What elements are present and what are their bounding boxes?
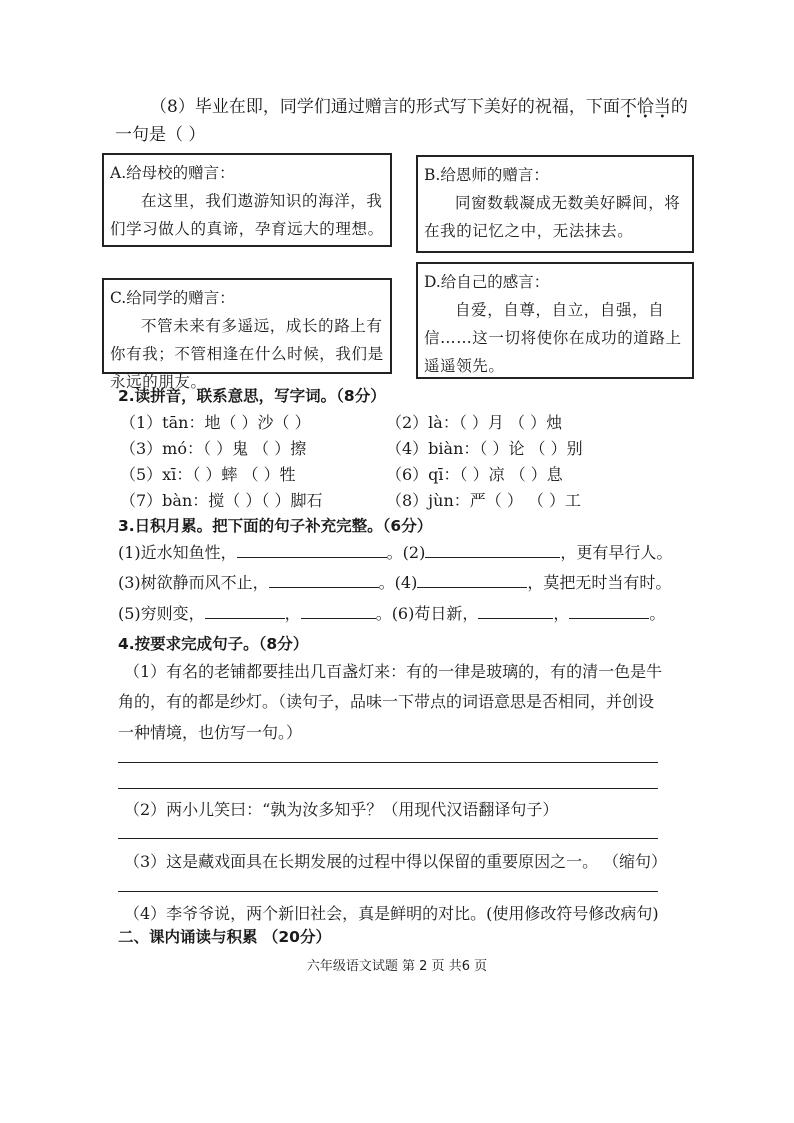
q4-4: （4）李爷爷说，两个新旧社会，真是鲜明的对比。(使用修改符号修改病句)	[124, 904, 659, 923]
answer-blank[interactable]	[478, 602, 553, 619]
q8-line2: 一句是（ ）	[115, 125, 206, 145]
option-b-head: B.给恩师的赠言：	[424, 166, 549, 184]
fill-row-3: (5)穷则变， ， 。(6)苟日新， ， 。	[118, 604, 666, 623]
answer-line[interactable]	[118, 838, 658, 839]
answer-blank[interactable]	[417, 571, 527, 588]
pinyin-row-3b: （6）qī：（ ）凉 （ ）息	[386, 465, 563, 484]
pinyin-row-1b: （2）là：（ ）月 （ ）烛	[386, 413, 563, 432]
option-d-body: 自爱，自尊，自立，自强，自信……这一切将使你在成功的道路上遥遥领先。	[424, 301, 682, 375]
option-box-d	[416, 262, 694, 379]
answer-blank[interactable]	[237, 541, 387, 558]
q4-1-line1: （1）有名的老铺都要挂出几百盏灯来：有的一律是玻璃的，有的清一色是牛	[124, 662, 663, 681]
pinyin-row-1a: （1）tān：地（ ）沙（ ）	[120, 413, 311, 432]
section-2-title: 2.读拼音，联系意思，写字词。（8分）	[118, 387, 386, 405]
answer-line[interactable]	[118, 891, 658, 892]
answer-line[interactable]	[118, 788, 658, 789]
section-3-title: 3.日积月累。把下面的句子补充完整。（6分）	[118, 517, 433, 535]
q8-line1: （8）毕业在即，同学们通过赠言的形式写下美好的祝福，下面不恰当的	[150, 97, 688, 117]
option-c-body: 不管未来有多遥远，成长的路上有你有我；不管相逢在什么时候，我们是永远的朋友。	[110, 317, 384, 391]
q4-1-line3: 一种情境，也仿写一句。）	[118, 723, 303, 742]
option-box-b	[416, 155, 694, 253]
q4-1-line2: 角的，有的都是纱灯。（读句子，品味一下带点的词语意思是否相同，并创设	[118, 692, 655, 711]
section-4-title: 4.按要求完成句子。（8分）	[118, 635, 309, 653]
option-d-head: D.给自己的感言：	[424, 273, 550, 291]
pinyin-row-4a: （7）bàn：搅（ ）（ ）脚石	[120, 491, 323, 510]
q4-2: （2）两小儿笑曰：“孰为汝多知乎？（用现代汉语翻译句子）	[124, 800, 559, 819]
answer-line[interactable]	[118, 762, 658, 763]
pinyin-row-3a: （5）xī：（ ）蟀 （ ）牲	[120, 465, 296, 484]
answer-blank[interactable]	[205, 602, 285, 619]
fill-row-2: (3)树欲静而风不止， 。(4) ，莫把无时当有时。	[118, 573, 672, 592]
answer-blank[interactable]	[301, 602, 376, 619]
pinyin-row-2a: （3）mó：（ ）鬼 （ ）擦	[120, 439, 307, 458]
answer-blank[interactable]	[425, 541, 560, 558]
fill-row-1: (1)近水知鱼性， 。(2) ，更有早行人。	[118, 543, 673, 562]
option-b-body: 同窗数载凝成无数美好瞬间，将在我的记忆之中，无法抹去。	[424, 194, 681, 240]
answer-blank[interactable]	[569, 602, 649, 619]
answer-blank[interactable]	[269, 571, 379, 588]
part-2-title: 二、课内诵读与积累 （20分）	[118, 928, 331, 946]
q4-3: （3）这是藏戏面具在长期发展的过程中得以保留的重要原因之一。	[124, 852, 599, 871]
option-c-head: C.给同学的赠言：	[110, 289, 235, 307]
q4-3-note: （缩句）	[603, 852, 668, 871]
pinyin-row-2b: （4）biàn：（ ）论 （ ）别	[386, 439, 583, 458]
option-box-c	[102, 278, 392, 391]
option-a-body: 在这里，我们遨游知识的海洋，我们学习做人的真谛，孕育远大的理想。	[110, 192, 384, 238]
page-footer: 六年级语文试题 第 2 页 共6 页	[306, 959, 488, 974]
option-box-a	[102, 153, 392, 247]
option-a-head: A.给母校的赠言：	[110, 164, 235, 182]
pinyin-row-4b: （8）jùn：严（ ） （ ）工	[386, 491, 582, 510]
